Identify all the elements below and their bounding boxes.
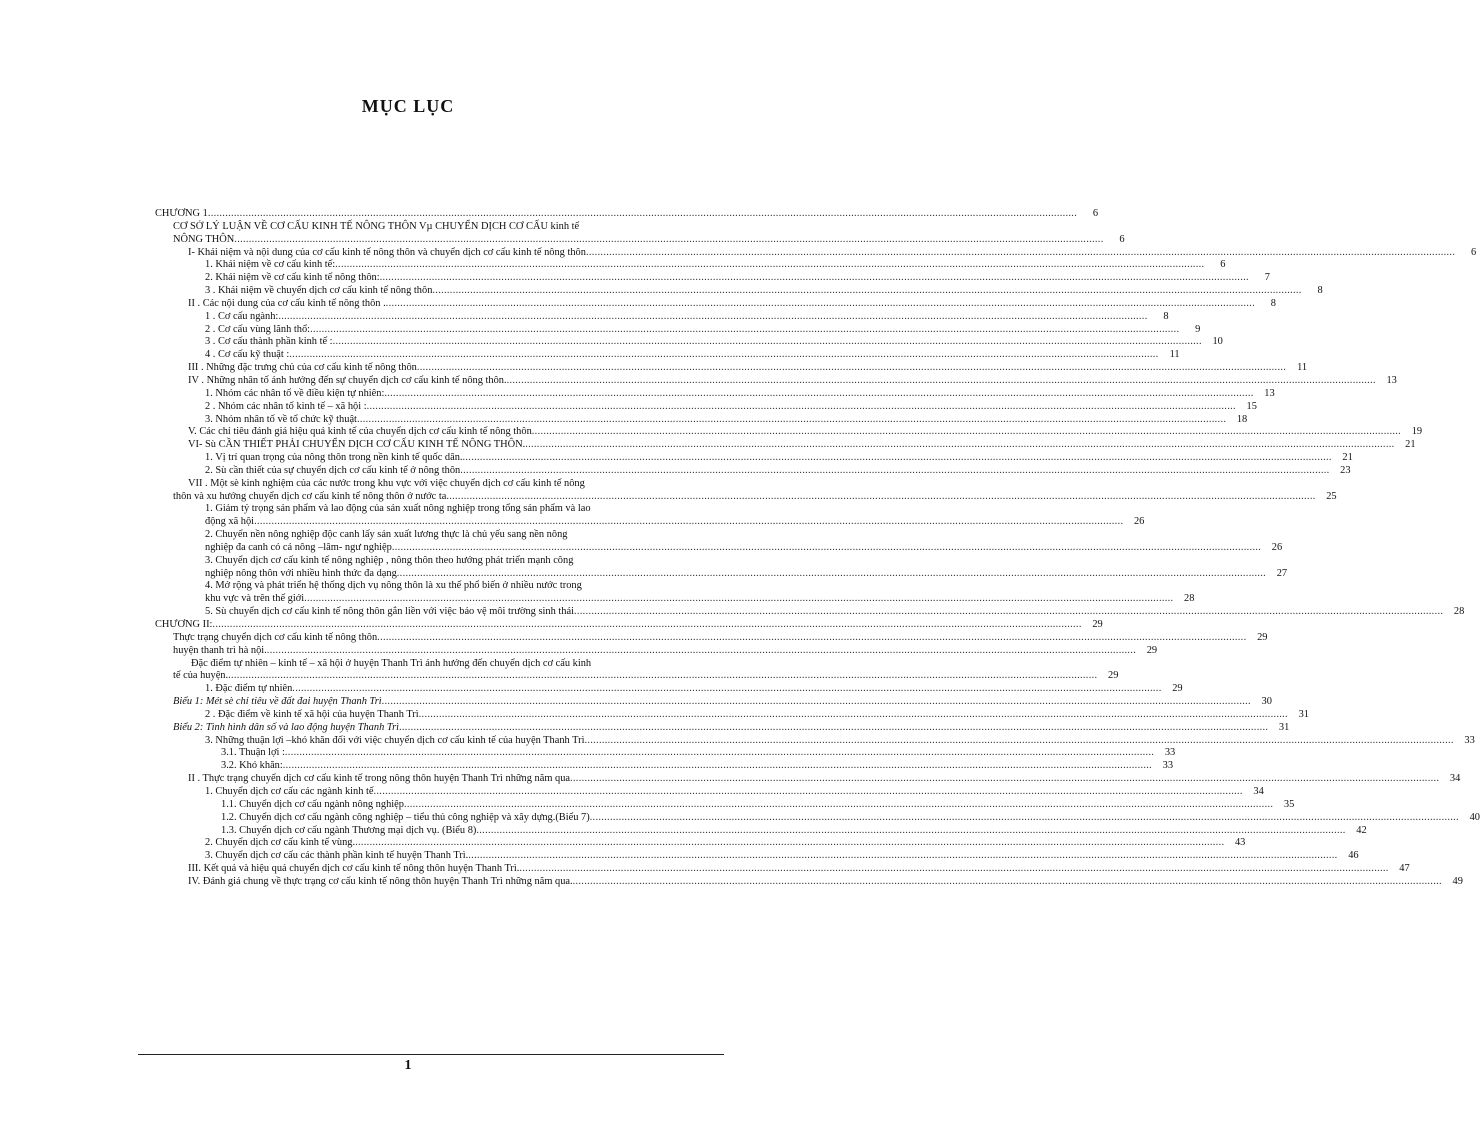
toc-entry[interactable] (155, 349, 1180, 362)
toc-entry-text: Biểu 2: Tình hình dân số và lao động huyện Thanh Trì (173, 721, 399, 733)
toc-entry-text: 3. Nhóm nhân tố về tổ chức kỹ thuật (205, 413, 357, 425)
toc-page-number: 23 (1340, 464, 1351, 476)
toc-entry[interactable] (155, 619, 1103, 632)
toc-page-number: 43 (1234, 837, 1246, 849)
table-of-contents (155, 208, 1480, 889)
dot-leader: ............................................................................................................................................................................................................................................................................................................ (282, 760, 1153, 772)
toc-page-number: 47 (1399, 863, 1410, 875)
toc-entry-text: VI- Sù CẦN THIẾT PHẢI CHUYỂN DỊCH CƠ CẤU KINH TẾ NÔNG THÔN. (188, 439, 526, 451)
toc-entry[interactable] (155, 850, 1359, 863)
toc-page-number: 29 (1172, 683, 1183, 695)
toc-page-number: 34 (1253, 785, 1264, 797)
toc-page-number: 34 (1449, 773, 1461, 785)
dot-leader: ............................................................................................................................................................................................................................................................................................................ (391, 541, 1262, 553)
dot-leader: ............................................................................................................................................................................................................................................................................................................ (228, 670, 1098, 682)
toc-page-number: 28 (1184, 593, 1195, 605)
dot-leader: ............................................................................................................................................................................................................................................................................................................ (379, 272, 1249, 284)
toc-entry[interactable] (155, 811, 1480, 825)
toc-page-number: 10 (1212, 336, 1223, 348)
toc-page-number: 8 (1163, 310, 1169, 322)
toc-entry-text: 3 . Cơ cấu thành phần kinh tế : (205, 336, 333, 348)
dot-leader: ............................................................................................................................................................................................................................................................................................................ (462, 452, 1332, 464)
toc-page-number: 31 (1278, 721, 1290, 733)
toc-entry-text: 3. Những thuận lợi –khó khăn đối với việc chuyển dịch cơ cấu kinh tế của huyện Thanh Trì (205, 734, 585, 746)
toc-entry-text: Đặc điểm tự nhiên – kinh tế – xã hội ở huyện Thanh Trì ảnh hưởng đến chuyển dịch cơ cấu kinh (191, 657, 592, 669)
toc-entry-text: 4 . Cơ cấu kỹ thuật : (205, 349, 290, 361)
toc-entry-text: Thực trạng chuyển dịch cơ cấu kinh tế nông thôn (173, 631, 378, 643)
dot-leader: ............................................................................................................................................................................................................................................................................................................ (384, 387, 1254, 399)
footer-divider (138, 1054, 724, 1055)
toc-entry[interactable] (155, 426, 1423, 439)
dot-leader: ............................................................................................................................................................................................................................................................................................................ (234, 233, 1104, 245)
toc-entry-text: huyện thanh trì hà nội. (173, 644, 267, 656)
dot-leader: ............................................................................................................................................................................................................................................................................................................ (570, 773, 1440, 785)
toc-entry[interactable] (155, 863, 1410, 876)
toc-entry[interactable] (155, 362, 1308, 375)
toc-page-number: 25 (1326, 490, 1337, 502)
toc-page-number: 42 (1356, 824, 1367, 836)
toc-entry-text: 2. Chuyển nền nông nghiệp độc canh lấy sản xuất lương thực là chủ yếu sang nền nông (205, 529, 568, 541)
dot-leader: ............................................................................................................................................................................................................................................................................................................ (416, 362, 1287, 374)
toc-page-number: 7 (1264, 272, 1270, 284)
toc-entry[interactable] (155, 400, 1257, 414)
toc-page-number: 46 (1348, 850, 1359, 862)
toc-entry-text: 1. Nhóm các nhân tố về điều kiện tự nhiên: (205, 387, 385, 399)
toc-entry[interactable] (155, 452, 1353, 465)
dot-leader: ............................................................................................................................................................................................................................................................................................................ (519, 863, 1389, 875)
toc-entry-continuation: nghiệp đa canh có cả nông –lâm- ngư nghiệp (205, 541, 392, 553)
toc-entry-text: 1. Đặc điểm tự nhiên (205, 683, 293, 695)
toc-entry-continuation: khu vực và trên thế giới (205, 593, 305, 605)
toc-page-number: 29 (1257, 631, 1268, 643)
dot-leader: ............................................................................................................................................................................................................................................................................................................ (377, 631, 1247, 643)
toc-entry[interactable] (155, 747, 1176, 760)
dot-leader: ............................................................................................................................................................................................................................................................................................................ (432, 285, 1302, 297)
dot-leader: ............................................................................................................................................................................................................................................................................................................ (572, 875, 1442, 887)
toc-entry-text: 1.1. Chuyển dịch cơ cấu ngành nông nghiệp (221, 798, 404, 810)
dot-leader: ............................................................................................................................................................................................................................................................................................................ (335, 259, 1205, 271)
toc-page-number: 27 (1276, 567, 1288, 579)
dot-leader: ............................................................................................................................................................................................................................................................................................................ (476, 824, 1346, 836)
toc-page-number: 26 (1271, 541, 1283, 553)
dot-leader: ............................................................................................................................................................................................................................................................................................................ (396, 567, 1267, 579)
dot-leader: ............................................................................................................................................................................................................................................................................................................ (266, 644, 1137, 656)
dot-leader: ............................................................................................................................................................................................................................................................................................................ (304, 593, 1174, 605)
dot-leader: ............................................................................................................................................................................................................................................................................................................ (373, 785, 1243, 797)
toc-entry-text: V. Các chỉ tiêu đánh giá hiệu quả kinh tế của chuyển dịch cơ cấu kinh tế nông thôn (188, 426, 532, 438)
toc-page-number: 6 (1092, 208, 1099, 219)
toc-entry[interactable] (155, 554, 1288, 581)
toc-entry-text: IV. Đánh giá chung về thực trạng cơ cấu kinh tế nông thôn huyện Thanh Trì những năm qua. (188, 875, 573, 887)
toc-entry[interactable] (155, 387, 1275, 401)
toc-entry[interactable] (155, 220, 1125, 247)
toc-entry-text: 2 . Cơ cấu vùng lãnh thổ: (205, 323, 311, 335)
dot-leader: ............................................................................................................................................................................................................................................................................................................ (212, 619, 1082, 630)
toc-entry[interactable] (155, 606, 1465, 619)
toc-entry-text: II . Các nội dung của cơ cấu kinh tế nông thôn . (188, 297, 386, 309)
dot-leader: ............................................................................................................................................................................................................................................................................................................ (468, 850, 1338, 862)
toc-entry[interactable] (155, 310, 1169, 324)
toc-entry[interactable] (155, 773, 1461, 786)
toc-entry[interactable] (155, 683, 1183, 696)
toc-page-number: 6 (1471, 246, 1477, 258)
toc-entry-text: CHƯƠNG II: (155, 619, 213, 630)
toc-entry-text: 1.2. Chuyển dịch cơ cấu ngành công nghiệp – tiểu thủ công nghiệp và xây dựng.(Biểu 7) (221, 811, 590, 823)
toc-entry-text: 3 . Khái niệm về chuyển dịch cơ cấu kinh tế nông thôn (205, 285, 433, 297)
toc-page-number: 40 (1469, 811, 1480, 823)
page-title: MỤC LỤC (361, 96, 455, 116)
dot-leader: ............................................................................................................................................................................................................................................................................................................ (278, 310, 1148, 322)
toc-entry[interactable] (155, 708, 1309, 722)
dot-leader: ............................................................................................................................................................................................................................................................................................................ (292, 683, 1162, 695)
toc-entry-text: II . Thực trạng chuyển dịch cơ cấu kinh tế trong nông thôn huyện Thanh Trì những năm qua (188, 773, 570, 785)
toc-entry[interactable] (155, 503, 1145, 529)
toc-page-number: 29 (1108, 670, 1119, 682)
toc-page-number: 29 (1146, 644, 1158, 656)
toc-page-number: 18 (1236, 413, 1248, 425)
toc-entry[interactable] (155, 785, 1264, 799)
toc-page-number: 6 (1220, 259, 1226, 271)
toc-entry[interactable] (155, 297, 1276, 311)
toc-page-number: 35 (1283, 798, 1295, 810)
toc-entry[interactable] (155, 208, 1099, 221)
toc-entry[interactable] (155, 246, 1477, 260)
dot-leader: ............................................................................................................................................................................................................................................................................................................ (525, 439, 1395, 451)
toc-entry[interactable] (155, 734, 1475, 748)
toc-page-number: 21 (1342, 452, 1353, 464)
toc-entry[interactable] (155, 529, 1283, 555)
toc-entry[interactable] (155, 875, 1463, 889)
toc-entry-text: 1. Vị trí quan trọng của nông thôn trong nền kinh tế quốc dân. (205, 452, 463, 464)
toc-entry-text: 1 . Cơ cấu ngành: (205, 310, 279, 322)
toc-entry-text: 3.2. Khó khăn: (221, 760, 283, 772)
toc-entry[interactable] (155, 580, 1195, 606)
toc-entry-text: 2 . Đặc điểm về kinh tế xã hội của huyện Thanh Trì (205, 708, 419, 720)
toc-entry[interactable] (155, 824, 1367, 838)
toc-entry[interactable] (155, 285, 1323, 298)
dot-leader: ............................................................................................................................................................................................................................................................................................................ (460, 464, 1330, 476)
toc-entry-text: 5. Sù chuyển dịch cơ cấu kinh tế nông thôn gắn liền với việc bảo vệ môi trường sinh thái (205, 606, 574, 618)
toc-entry[interactable] (155, 477, 1337, 504)
toc-entry-continuation: thôn và xu hướng chuyển dịch cơ cấu kinh tế nông thôn ở nước ta (173, 490, 447, 502)
toc-page-number: 33 (1162, 760, 1174, 772)
toc-entry-text: 1. Khái niệm về cơ cấu kinh tế: (205, 259, 336, 271)
toc-page-number: 13 (1264, 387, 1275, 399)
toc-entry[interactable] (155, 336, 1223, 349)
dot-leader: ............................................................................................................................................................................................................................................................................................................ (284, 747, 1155, 759)
toc-entry-text: III . Những đặc trưng chủ của cơ cấu kinh tế nông thôn (188, 362, 417, 374)
toc-page-number: 8 (1317, 285, 1323, 297)
toc-entry[interactable] (155, 413, 1248, 427)
toc-page-number: 9 (1195, 323, 1201, 335)
toc-entry-text: 3. Chuyển dịch cơ cấu kinh tế nông nghiệp , nông thôn theo hướng phát triển mạnh công (205, 554, 574, 566)
toc-page-number: 31 (1298, 708, 1309, 720)
toc-entry[interactable] (155, 696, 1272, 709)
toc-entry[interactable] (155, 837, 1246, 850)
toc-entry-text: 1. Chuyển dịch cơ cấu các ngành kinh tế (205, 785, 374, 797)
dot-leader: ............................................................................................................................................................................................................................................................................................................ (254, 516, 1124, 528)
toc-page-number: 33 (1164, 747, 1176, 759)
toc-page-number: 21 (1405, 439, 1416, 451)
toc-entry[interactable] (155, 323, 1201, 337)
toc-entry-continuation: tế của huyện. (173, 670, 229, 682)
toc-entry-text: I- Khái niệm và nội dung của cơ cấu kinh tế nông thôn và chuyển dịch cơ cấu kinh tế nông thôn (188, 246, 586, 258)
toc-page-number: 33 (1464, 734, 1475, 746)
dot-leader: ............................................................................................................................................................................................................................................................................................................ (403, 798, 1274, 810)
dot-leader: ............................................................................................................................................................................................................................................................................................................ (355, 837, 1225, 849)
toc-entry-text: 1. Giảm tỷ trọng sản phẩm và lao động của sản xuất nông nghiệp trong tổng sản phẩm và lao (205, 503, 591, 515)
toc-page-number: 6 (1119, 233, 1125, 245)
toc-entry[interactable] (155, 657, 1119, 684)
toc-entry-text: 4. Mở rộng và phát triển hệ thống dịch vụ nông thôn là xu thế phổ biến ở nhiều nước trong (205, 580, 582, 592)
toc-entry[interactable] (155, 721, 1290, 735)
toc-entry-text: Biểu 1: Mét sè chỉ tiêu về đất đai huyện Thanh Trì (173, 696, 382, 708)
toc-entry-text: 2. Sù cần thiết của sự chuyển dịch cơ cấu kinh tế ở nông thôn (205, 464, 461, 476)
dot-leader: ............................................................................................................................................................................................................................................................................................................ (366, 400, 1236, 412)
dot-leader: ............................................................................................................................................................................................................................................................................................................ (584, 734, 1454, 746)
toc-page-number: 13 (1386, 374, 1397, 386)
dot-leader: ............................................................................................................................................................................................................................................................................................................ (585, 246, 1456, 258)
toc-entry-text: 2. Khái niệm về cơ cấu kinh tế nông thôn: (205, 272, 380, 284)
toc-entry[interactable] (155, 374, 1397, 388)
toc-page-number: 26 (1133, 516, 1145, 528)
toc-entry-text: 2. Chuyển dịch cơ cấu kinh tế vùng. (205, 837, 356, 849)
toc-entry-continuation: động xã hội (205, 516, 255, 528)
toc-entry[interactable] (155, 259, 1226, 272)
toc-page-number: 28 (1453, 606, 1465, 618)
dot-leader: ............................................................................................................................................................................................................................................................................................................ (399, 721, 1269, 733)
toc-entry[interactable] (155, 464, 1351, 478)
dot-leader: ............................................................................................................................................................................................................................................................................................................ (332, 336, 1202, 348)
toc-entry[interactable] (155, 760, 1174, 773)
dot-leader: ............................................................................................................................................................................................................................................................................................................ (381, 696, 1251, 708)
toc-page-number: 8 (1270, 297, 1276, 309)
toc-page-number: 15 (1246, 400, 1257, 412)
dot-leader: ............................................................................................................................................................................................................................................................................................................ (385, 297, 1255, 309)
toc-page-number: 11 (1297, 362, 1308, 374)
toc-entry-text: CHƯƠNG 1 (155, 208, 208, 219)
dot-leader: ............................................................................................................................................................................................................................................................................................................ (418, 708, 1288, 720)
dot-leader: ............................................................................................................................................................................................................................................................................................................ (573, 606, 1444, 618)
toc-entry-text: III. Kết quả và hiệu quả chuyển dịch cơ cấu kinh tế nông thôn huyện Thanh Trì. (188, 863, 520, 875)
toc-entry-text: CƠ SỞ LÝ LUẬN VỀ CƠ CẤU KINH TẾ NÔNG THÔN Vµ CHUYỂN DỊCH CƠ CẤU kinh tế (173, 220, 580, 232)
dot-leader: ............................................................................................................................................................................................................................................................................................................ (446, 490, 1316, 502)
toc-page-number: 30 (1261, 696, 1272, 708)
dot-leader: ............................................................................................................................................................................................................................................................................................................ (207, 208, 1078, 219)
toc-entry-text: 3.1. Thuận lợi : (221, 747, 285, 759)
toc-entry-text: IV . Những nhân tố ảnh hưởng đến sự chuyển dịch cơ cấu kinh tế nông thôn. (188, 374, 507, 386)
dot-leader: ............................................................................................................................................................................................................................................................................................................ (310, 323, 1180, 335)
toc-entry-text: 2 . Nhóm các nhân tố kinh tế – xã hội : (205, 400, 367, 412)
toc-entry-text: VII . Một sè kinh nghiệm của các nước trong khu vực với việc chuyển dịch cơ cấu kinh tế nông (188, 477, 585, 489)
toc-entry-continuation: nghiệp nông thôn với nhiều hình thức đa dạng (205, 567, 397, 579)
dot-leader: ............................................................................................................................................................................................................................................................................................................ (356, 413, 1227, 425)
toc-entry-text: 3. Chuyển dịch cơ cấu các thành phần kinh tế huyện Thanh Trì. (205, 850, 469, 862)
dot-leader: ............................................................................................................................................................................................................................................................................................................ (531, 426, 1402, 438)
toc-page-number: 11 (1169, 349, 1180, 361)
toc-entry-continuation: NÔNG THÔN (173, 233, 235, 245)
dot-leader: ............................................................................................................................................................................................................................................................................................................ (289, 349, 1159, 361)
toc-entry[interactable] (155, 644, 1158, 658)
toc-entry[interactable] (155, 439, 1416, 452)
toc-page-number: 19 (1411, 426, 1423, 438)
toc-entry[interactable] (155, 272, 1270, 285)
toc-entry-text: 1.3. Chuyển dịch cơ cấu ngành Thương mại dịch vụ. (Biểu 8) (221, 824, 477, 836)
page-number: 1 (404, 1058, 412, 1073)
toc-entry[interactable] (155, 798, 1295, 812)
toc-page-number: 49 (1452, 875, 1463, 887)
toc-entry[interactable] (155, 631, 1268, 645)
dot-leader: ............................................................................................................................................................................................................................................................................................................ (506, 374, 1376, 386)
toc-page-number: 29 (1092, 619, 1103, 630)
dot-leader: ............................................................................................................................................................................................................................................................................................................ (589, 811, 1459, 823)
